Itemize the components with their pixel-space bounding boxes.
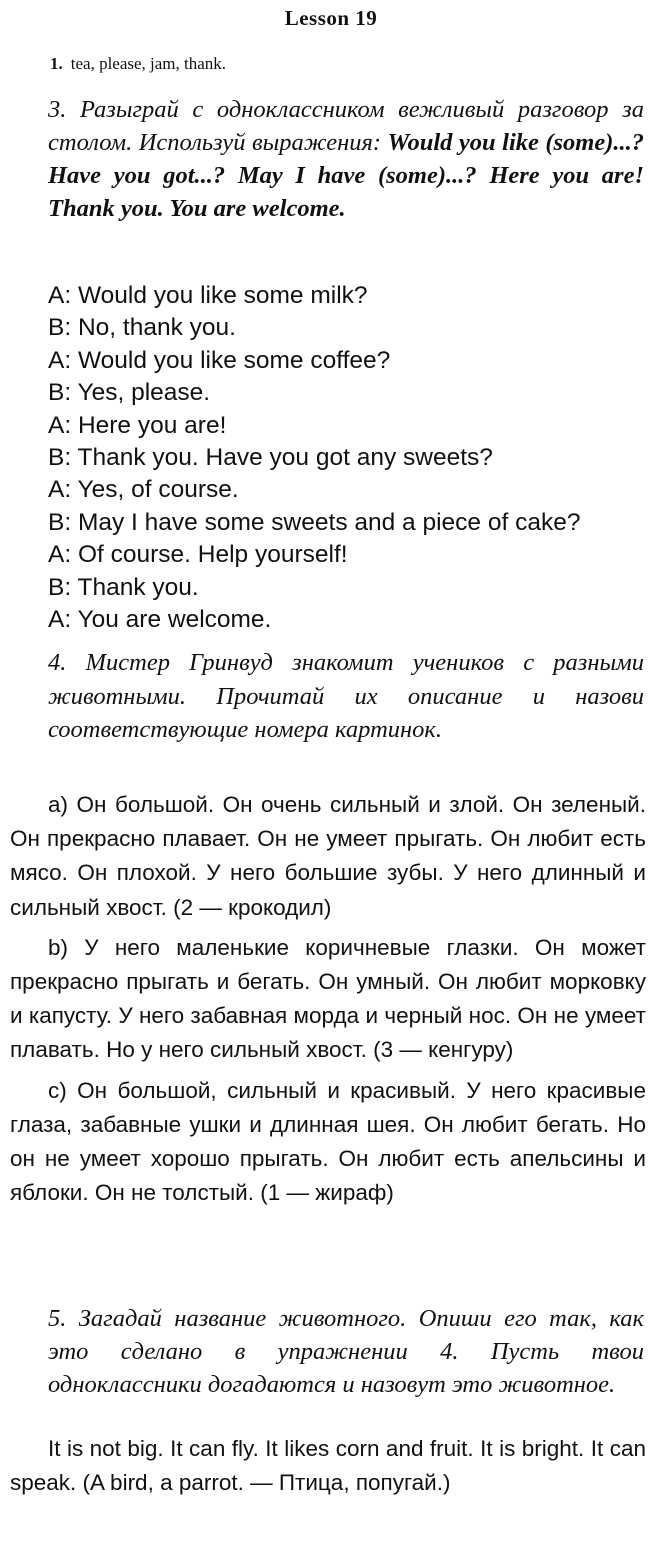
exercise-3-task-lead: 3. Разыграй с одноклассником вежливый разговор за столом. Используй выражения: <box>48 96 644 156</box>
exercise-3-dialogue <box>48 280 648 636</box>
dialogue-line: B: Thank you. Have you got any sweets? <box>48 444 493 472</box>
exercise-5-task: 5. Загадай название животного. Опиши его так, как это сделано в упражнении 4. Пусть твои одноклассники догадаются и назовут это животное. <box>48 1305 644 1398</box>
dialogue-line: B: No, thank you. <box>48 314 236 342</box>
exercise-4-answer-a: a) Он большой. Он очень сильный и злой. Он зеленый. Он прекрасно плавает. Он не умеет прыгать. Он любит есть мясо. Он плохой. У него большие зубы. У него длинный и сильный хвост. (2 — крокодил) <box>10 792 646 920</box>
exercise-4-task: 4. Мистер Гринвуд знакомит учеников с разными животными. Прочитай их описание и назови соответствующие номера картинок. <box>48 649 644 743</box>
dialogue-line: A: Would you like some milk? <box>48 282 368 309</box>
exercise-4-answers <box>10 788 646 1210</box>
dialogue-line: A: Here you are! <box>48 411 227 439</box>
exercise-1-answer <box>50 54 226 74</box>
dialogue-line: B: Yes, please. <box>48 379 211 407</box>
exercise-3-task <box>48 93 644 225</box>
exercise-4-answer-b: b) У него маленькие коричневые глазки. Он может прекрасно прыгать и бегать. Он умный. Он любит морковку и капусту. У него забавная морда и черный нос. Он не умеет плавать. Но у него сильный хвост. (3 — кенгуру) <box>10 934 646 1063</box>
dialogue-line: A: You are welcome. <box>48 606 272 634</box>
dialogue-line: A: Yes, of course. <box>48 476 239 504</box>
exercise-3-task-phrases: Would you like (some)...? Have you got...? May I have (some)...? Here you are! Thank you. You are welcome. <box>48 129 645 222</box>
dialogue-line: A: Would you like some coffee? <box>48 346 391 374</box>
exercise-5-answer: It is not big. It can fly. It likes corn and fruit. It is bright. It can speak. (A bird, a parrot. — Птица, попугай.) <box>10 1436 646 1495</box>
exercise-4-answer-c: c) Он большой, сильный и красивый. У него красивые глаза, забавные ушки и длинная шея. Он любит бегать. Но он не умеет хорошо прыгать. Он любит есть апельсины и яблоки. Он не толстый. (1 — жираф) <box>10 1077 646 1206</box>
dialogue-line: B: May I have some sweets and a piece of cake? <box>48 508 581 536</box>
exercise-1-number: 1. <box>50 54 63 73</box>
lesson-title: Lesson 19 <box>284 6 378 30</box>
exercise-1-text: tea, please, jam, thank. <box>70 54 227 73</box>
dialogue-line: A: Of course. Help yourself! <box>48 541 348 569</box>
dialogue-line: B: Thank you. <box>48 573 199 601</box>
